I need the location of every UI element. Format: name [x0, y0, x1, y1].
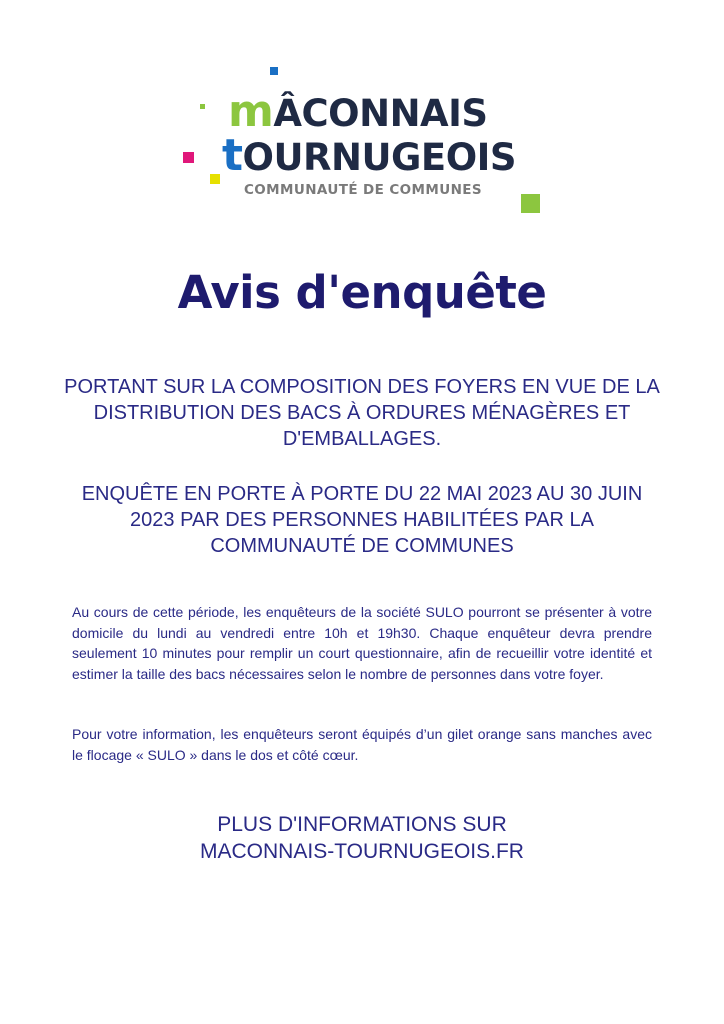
logo-subtitle: COMMUNAUTÉ DE COMMUNES [244, 182, 483, 198]
logo-initial-m: m [228, 86, 274, 137]
subject-text: PORTANT SUR LA COMPOSITION DES FOYERS EN VUE DE LA DISTRIBUTION DES BACS À ORDURES MÉNAGÈRES ET D'EMBALLAGES. [64, 376, 660, 450]
logo-line-tournugeois [222, 130, 517, 181]
logo-square-green-small [200, 104, 205, 109]
logo [180, 64, 550, 220]
website-link[interactable]: MACONNAIS-TOURNUGEOIS.FR [200, 840, 524, 863]
logo-initial-t: t [222, 130, 243, 181]
logo-line-maconnais [228, 86, 488, 137]
logo-square-green-large [521, 194, 540, 213]
more-info-label: PLUS D'INFORMATIONS SUR [217, 813, 507, 836]
logo-word-maconnais: ÂCONNAIS [273, 92, 488, 135]
logo-square-magenta [183, 152, 194, 163]
logo-word-tournugeois: OURNUGEOIS [242, 136, 517, 179]
body-paragraph-schedule: Au cours de cette période, les enquêteurs de la société SULO pourront se présenter à votre domicile du lundi au vendredi entre 10h et 19h30. Chaque enquêteur devra prendre seulement 10 minutes pour remplir un court questionnaire, afin de recueillir votre identité et estimer la taille des bacs nécessaires selon le nombre de personnes dans votre foyer. [72, 604, 652, 682]
survey-dates-text: ENQUÊTE EN PORTE À PORTE DU 22 MAI 2023 AU 30 JUIN 2023 PAR DES PERSONNES HABILITÉES PAR LA COMMUNAUTÉ DE COMMUNES [81, 483, 643, 557]
more-info [0, 811, 724, 865]
logo-square-blue [270, 67, 278, 75]
logo-square-yellow [210, 174, 220, 184]
body-paragraph-identification: Pour votre information, les enquêteurs seront équipés d’un gilet orange sans manches avec le flocage « SULO » dans le dos et côté cœur. [72, 726, 652, 763]
page-title: Avis d'enquête [177, 266, 547, 319]
